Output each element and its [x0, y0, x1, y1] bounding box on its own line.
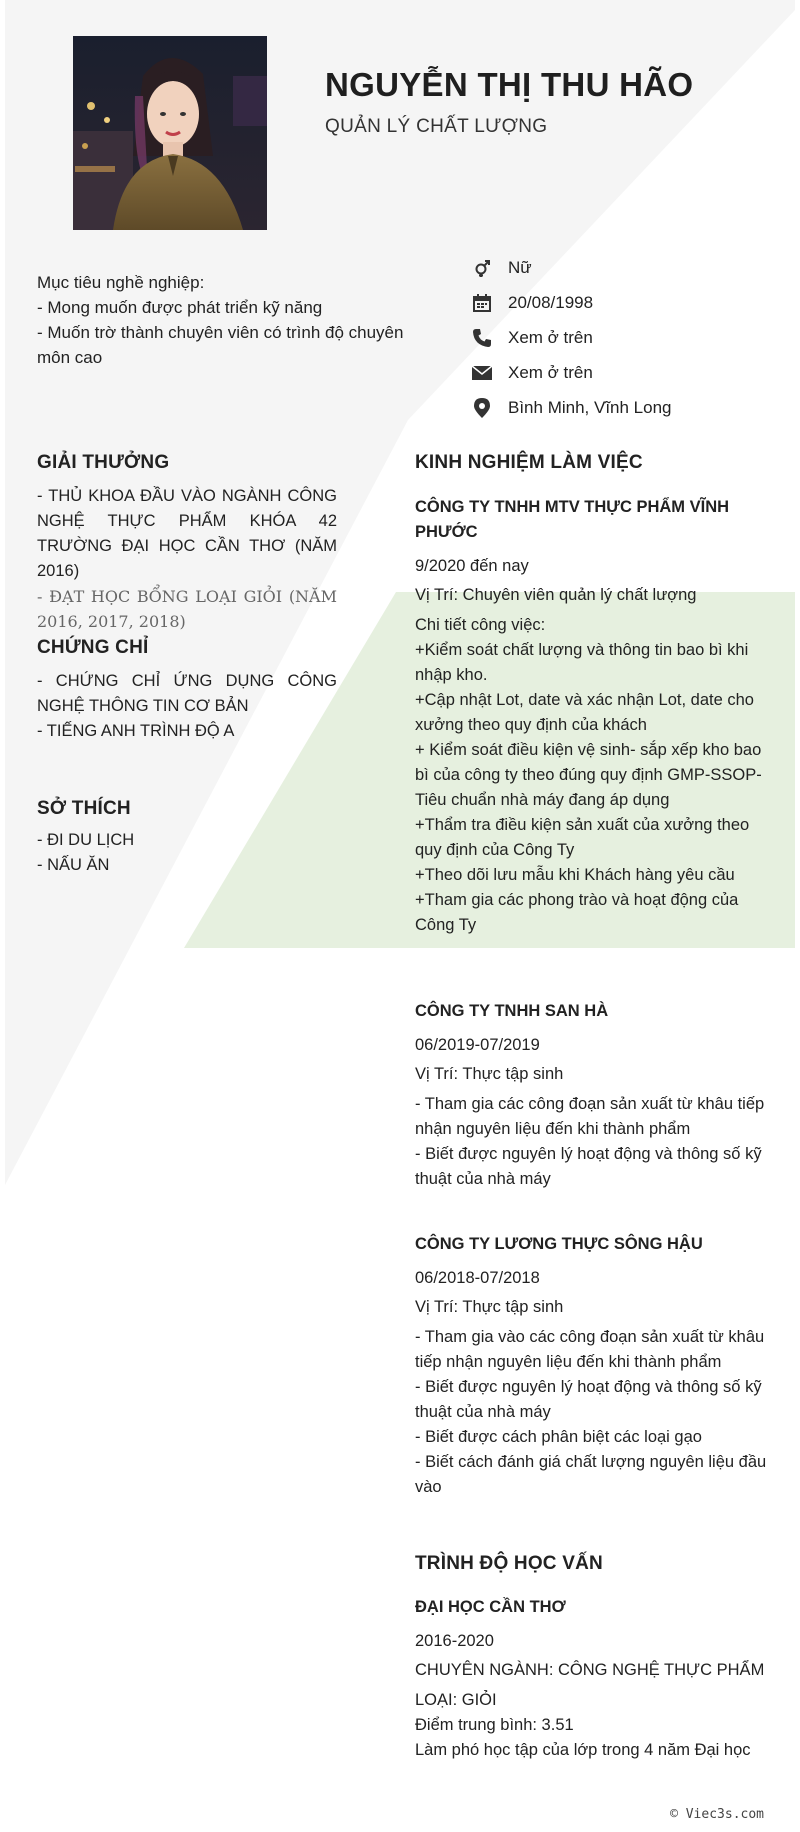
award-item: - ĐẠT HỌC BỔNG LOẠI GIỎI (NĂM 2016, 2017, 2018) — [37, 587, 337, 631]
education-detail-line: Làm phó học tập của lớp trong 4 năm Đại học — [415, 1741, 751, 1759]
objective-line: - Muốn trờ thành chuyên viên có trình độ chuyên môn cao — [37, 323, 404, 367]
school-name: ĐẠI HỌC CẦN THƠ — [415, 1598, 566, 1616]
job-position: Vị Trí: Thực tập sinh — [415, 1298, 564, 1316]
job-detail-line: - Tham gia các công đoạn sản xuất từ khâu tiếp nhận nguyên liệu đến khi thành phẩm — [415, 1095, 765, 1138]
job-detail-line: +Thẩm tra điều kiện sản xuất của xưởng theo quy định của Công Ty — [415, 816, 750, 859]
job-detail-line: + Kiểm soát điều kiện vệ sinh- sắp xếp kho bao bì của công ty theo đúng quy định GMP-SSOP-Tiêu chuẩn nhà máy đang áp dụng — [415, 741, 762, 809]
watermark: © Viec3s.com — [670, 1807, 764, 1822]
job-date: 9/2020 đến nay — [415, 557, 529, 575]
job-date: 06/2018-07/2018 — [415, 1269, 540, 1287]
gender-text: Nữ — [508, 257, 532, 277]
company-name: CÔNG TY LƯƠNG THỰC SÔNG HẬU — [415, 1235, 703, 1253]
job-detail-line: +Tham gia các phong trào và hoạt động của Công Ty — [415, 891, 739, 934]
contact-phone — [470, 320, 770, 355]
company-name: CÔNG TY TNHH SAN HÀ — [415, 1002, 609, 1020]
address-text: Bình Minh, Vĩnh Long — [508, 397, 672, 417]
job-detail-line: - Tham gia vào các công đoạn sản xuất từ khâu tiếp nhận nguyên liệu đến khi thành phẩm — [415, 1328, 765, 1371]
mail-icon — [470, 361, 494, 385]
contact-birthday — [470, 285, 770, 320]
certificate-item: - TIẾNG ANH TRÌNH ĐỘ A — [37, 722, 235, 740]
profile-photo — [73, 36, 267, 230]
education-major: CHUYÊN NGÀNH: CÔNG NGHỆ THỰC PHẨM — [415, 1661, 765, 1679]
job-detail-line: +Theo dõi lưu mẫu khi Khách hàng yêu cầu — [415, 866, 735, 884]
certificates-section — [37, 637, 337, 744]
birthday-text: 20/08/1998 — [508, 292, 594, 312]
education-detail-line: Điểm trung bình: 3.51 — [415, 1716, 574, 1734]
job-details — [415, 1092, 775, 1192]
experience-heading: KINH NGHIỆM LÀM VIỆC — [415, 452, 643, 473]
job-title: QUẢN LÝ CHẤT LƯỢNG — [325, 116, 548, 137]
job-entry — [415, 495, 775, 938]
job-position: Vị Trí: Thực tập sinh — [415, 1065, 564, 1083]
contact-address — [470, 390, 770, 425]
education-section — [415, 1553, 775, 1763]
hobbies-section — [37, 798, 337, 878]
objective-line: - Mong muốn được phát triển kỹ năng — [37, 298, 323, 317]
hobbies-heading: SỞ THÍCH — [37, 798, 131, 819]
career-objective — [37, 270, 417, 370]
contact-email — [470, 355, 770, 390]
education-details — [415, 1688, 775, 1763]
job-details — [415, 613, 775, 938]
job-entry — [415, 999, 775, 1192]
awards-heading: GIẢI THƯỞNG — [37, 452, 170, 473]
education-years: 2016-2020 — [415, 1632, 494, 1650]
education-detail-line: LOẠI: GIỎI — [415, 1691, 497, 1709]
email-text: Xem ở trên — [508, 362, 593, 382]
job-details — [415, 1325, 775, 1500]
hobby-item: - NẤU ĂN — [37, 856, 110, 874]
company-name: CÔNG TY TNHH MTV THỰC PHẨM VĨNH PHƯỚC — [415, 498, 730, 541]
job-detail-line: - Biết được nguyên lý hoạt động và thông số kỹ thuật của nhà máy — [415, 1145, 762, 1188]
job-detail-line: +Cập nhật Lot, date và xác nhận Lot, date cho xưởng theo quy định của khách — [415, 691, 754, 734]
job-date: 06/2019-07/2019 — [415, 1036, 540, 1054]
job-detail-line: - Biết được cách phân biệt các loại gạo — [415, 1428, 702, 1446]
location-icon — [470, 396, 494, 420]
job-entry — [415, 1232, 775, 1500]
award-item: - THỦ KHOA ĐẦU VÀO NGÀNH CÔNG NGHỆ THỰC PHẨM KHÓA 42 TRƯỜNG ĐẠI HỌC CẦN THƠ (NĂM 2016) — [37, 487, 337, 580]
awards-section — [37, 452, 337, 634]
hobby-item: - ĐI DU LỊCH — [37, 831, 135, 849]
phone-text: Xem ở trên — [508, 327, 593, 347]
certificates-heading: CHỨNG CHỈ — [37, 637, 149, 658]
job-detail-line: - Biết cách đánh giá chất lượng nguyên liệu đầu vào — [415, 1453, 767, 1496]
candidate-name: NGUYỄN THỊ THU HÃO — [325, 66, 694, 103]
job-position: Vị Trí: Chuyên viên quản lý chất lượng — [415, 586, 697, 604]
calendar-icon — [470, 291, 494, 315]
objective-heading: Mục tiêu nghề nghiệp: — [37, 273, 205, 292]
gender-icon — [470, 256, 494, 280]
education-heading: TRÌNH ĐỘ HỌC VẤN — [415, 1553, 603, 1574]
contact-gender — [470, 250, 770, 285]
job-detail-line: - Biết được nguyên lý hoạt động và thông số kỹ thuật của nhà máy — [415, 1378, 762, 1421]
certificate-item: - CHỨNG CHỈ ỨNG DỤNG CÔNG NGHỆ THÔNG TIN CƠ BẢN — [37, 672, 337, 715]
job-detail-line: +Kiểm soát chất lượng và thông tin bao bì khi nhập kho. — [415, 641, 749, 684]
job-detail-line: Chi tiết công việc: — [415, 616, 546, 634]
phone-icon — [470, 326, 494, 350]
contact-info — [470, 250, 770, 425]
